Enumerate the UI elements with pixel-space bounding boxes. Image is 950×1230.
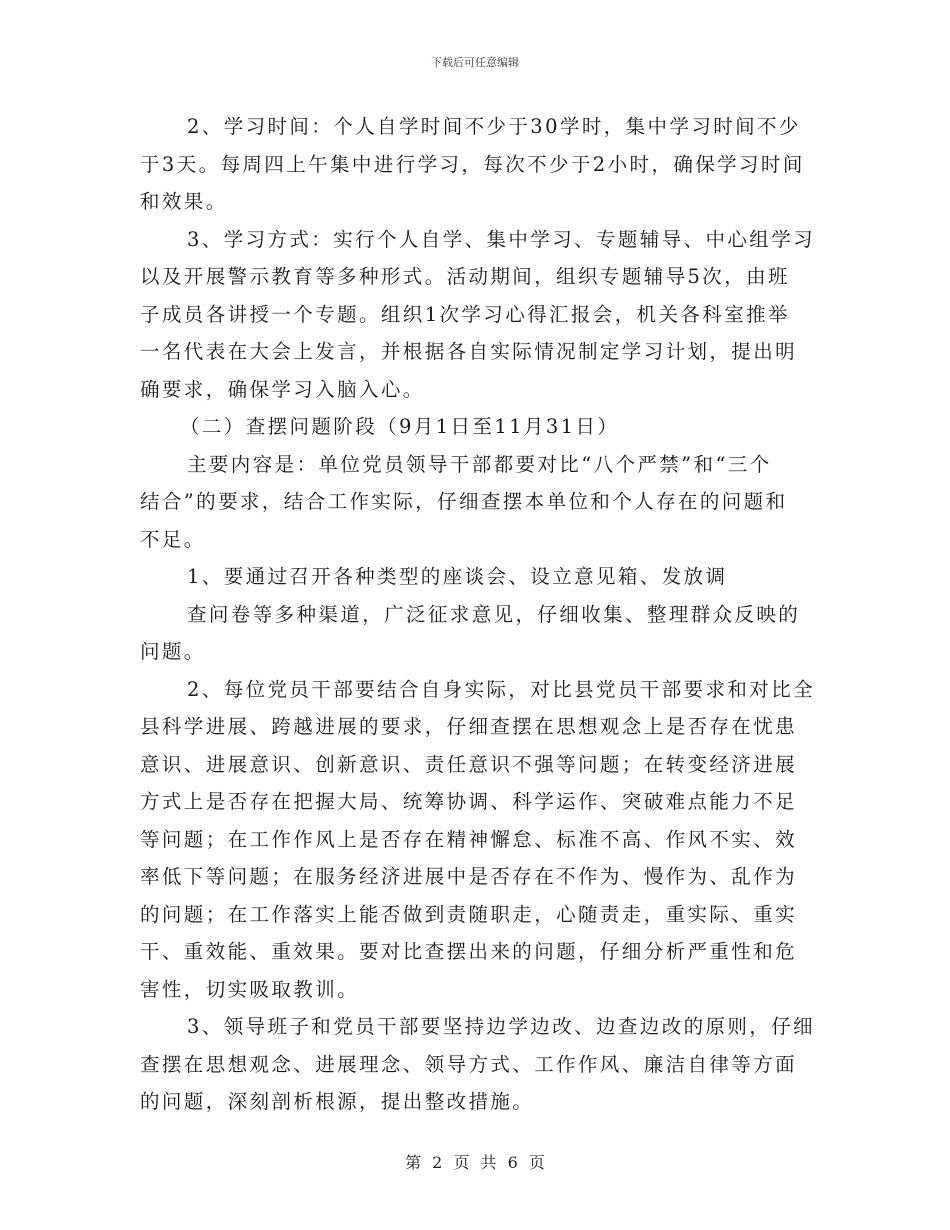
- page-header: 下载后可任意编辑: [431, 56, 519, 69]
- text-line: 1、要通过召开各种类型的座谈会、设立意见箱、发放调: [187, 565, 728, 588]
- text-line: 率低下等问题；在服务经济进展中是否存在不作为、慢作为、乱作为: [140, 865, 798, 888]
- text-line: 问题。: [140, 640, 206, 663]
- text-line: 的问题，深刻剖析根源，提出整改措施。: [140, 1090, 535, 1113]
- text-line: 2、每位党员干部要结合自身实际，对比县党员干部要求和对比全: [187, 677, 816, 701]
- text-line: （二）查摆问题阶段（9月1日至11月31日）: [180, 415, 620, 438]
- text-line: 意识、进展意识、创新意识、责任意识不强等问题；在转变经济进展: [140, 752, 798, 776]
- document-body: [140, 108, 816, 1121]
- text-line: 确要求，确保学习入脑入心。: [140, 377, 425, 401]
- text-line: 查问卷等多种渠道，广泛征求意见，仔细收集、整理群众反映的: [187, 602, 801, 626]
- text-line: 主要内容是：单位党员领导干部都要对比“八个严禁”和“三个: [187, 452, 772, 476]
- text-line: 3、领导班子和党员干部要坚持边学边改、边查边改的原则，仔细: [187, 1015, 816, 1038]
- text-line: 和效果。: [140, 190, 228, 213]
- text-line: 不足。: [140, 527, 206, 551]
- text-line: 子成员各讲授一个专题。组织1次学习心得汇报会，机关各科室推举: [140, 302, 790, 326]
- page-footer: 第 2 页 共 6 页: [405, 1153, 545, 1172]
- text-line: 2、学习时间：个人自学时间不少于30学时，集中学习时间不少: [187, 115, 801, 138]
- text-line: 害性，切实吸取教训。: [140, 977, 360, 1001]
- text-line: 查摆在思想观念、进展理念、领导方式、工作作风、廉洁自律等方面: [140, 1052, 798, 1076]
- text-line: 3、学习方式：实行个人自学、集中学习、专题辅导、中心组学习: [187, 227, 816, 251]
- text-line: 等问题；在工作作风上是否存在精神懈怠、标准不高、作风不实、效: [140, 827, 798, 851]
- text-line: 结合”的要求，结合工作实际，仔细查摆本单位和个人存在的问题和: [140, 490, 788, 513]
- text-line: 方式上是否存在把握大局、统筹协调、科学运作、突破难点能力不足: [140, 790, 798, 813]
- text-line: 一名代表在大会上发言，并根据各自实际情况制定学习计划，提出明: [140, 340, 798, 363]
- text-line: 干、重效能、重效果。要对比查摆出来的问题，仔细分析严重性和危: [140, 940, 798, 963]
- text-line: 于3天。每周四上午集中进行学习，每次不少于2小时，确保学习时间: [140, 152, 805, 176]
- text-line: 的问题；在工作落实上能否做到责随职走，心随责走，重实际、重实: [140, 902, 798, 926]
- text-line: 以及开展警示教育等多种形式。活动期间，组织专题辅导5次，由班: [140, 265, 790, 288]
- text-line: 县科学进展、跨越进展的要求，仔细查摆在思想观念上是否存在忧患: [140, 715, 798, 738]
